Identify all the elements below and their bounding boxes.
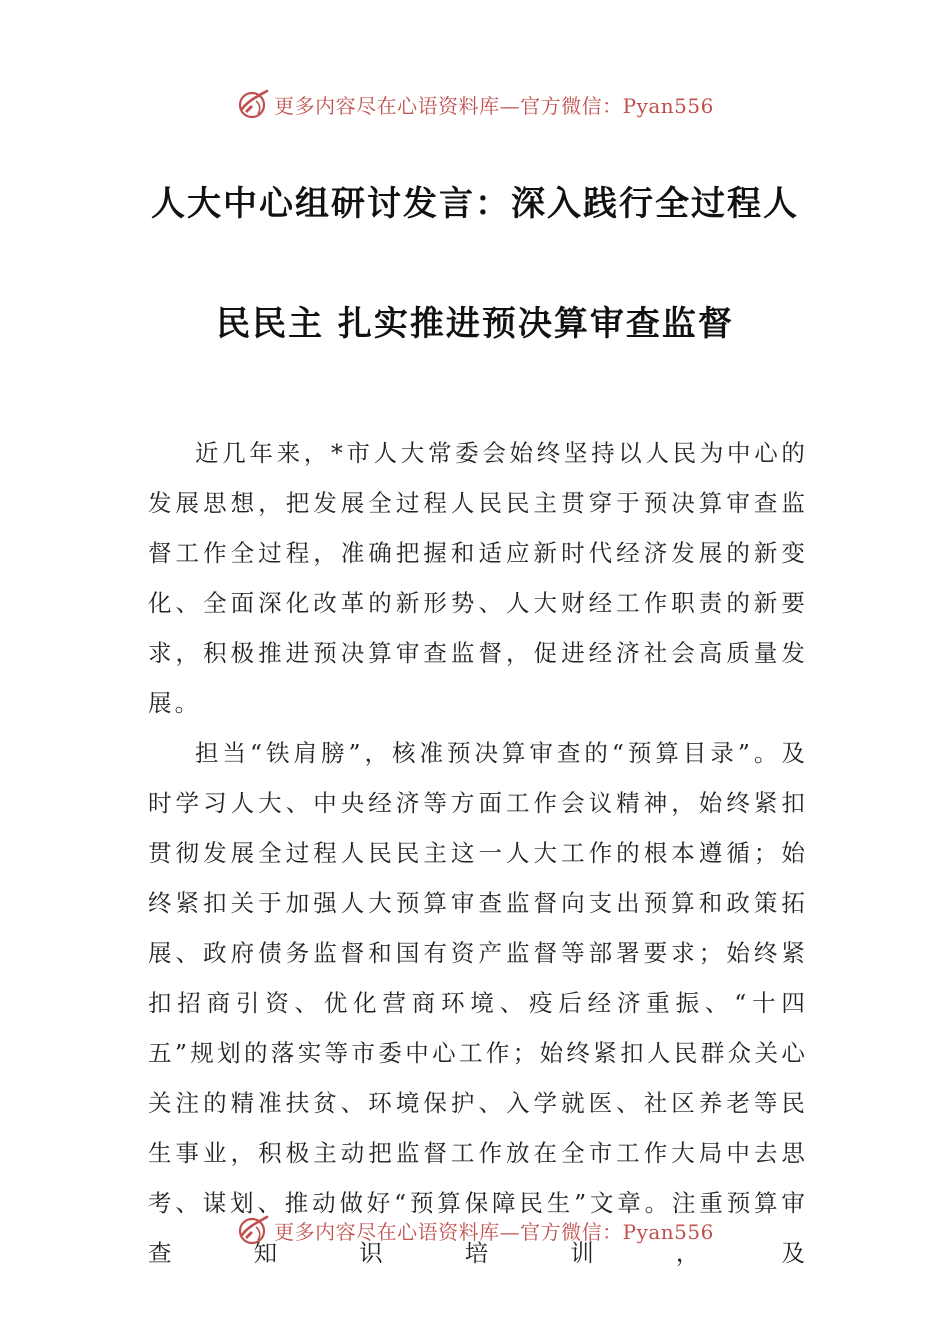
watermark-text: 更多内容尽在心语资料库—官方微信：Pyan556 [274,93,714,118]
pen-logo-icon [236,1213,270,1247]
document-body [148,428,808,1278]
paragraph: 近几年来，*市人大常委会始终坚持以人民为中心的发展思想，把发展全过程人民民主贯穿于预决算审查监督工作全过程，准确把握和适应新时代经济发展的新变化、全面深化改革的新形势、人大财经工作职责的新要求，积极推进预决算审查监督，促进经济社会高质量发展。 [148,439,808,717]
paragraph: 担当“铁肩膀”，核准预决算审查的“预算目录”。及时学习人大、中央经济等方面工作会议精神，始终紧扣贯彻发展全过程人民民主这一人大工作的根本遵循；始终紧扣关于加强人大预算审查监督向支出预算和政策拓展、政府债务监督和国有资产监督等部署要求；始终紧扣招商引资、优化营商环境、疫后经济重振、“十四五”规划的落实等市委中心工作；始终紧扣人民群众关心关注的精准扶贫、环境保护、入学就医、社区养老等民生事业，积极主动把监督工作放在全市工作大局中去思考、谋划、推动做好“预算保障民生”文章。注重预算审查知识培训，及 [148,739,808,1267]
watermark-banner-bottom [0,1208,950,1252]
watermark-banner-top [0,82,950,126]
watermark-text: 更多内容尽在心语资料库—官方微信：Pyan556 [274,1219,714,1244]
document-title-line-2: 民民主 扎实推进预决算审查监督 [216,304,734,344]
document-title-line-1: 人大中心组研讨发言：深入践行全过程人 [151,184,799,224]
pen-logo-icon [236,87,270,121]
